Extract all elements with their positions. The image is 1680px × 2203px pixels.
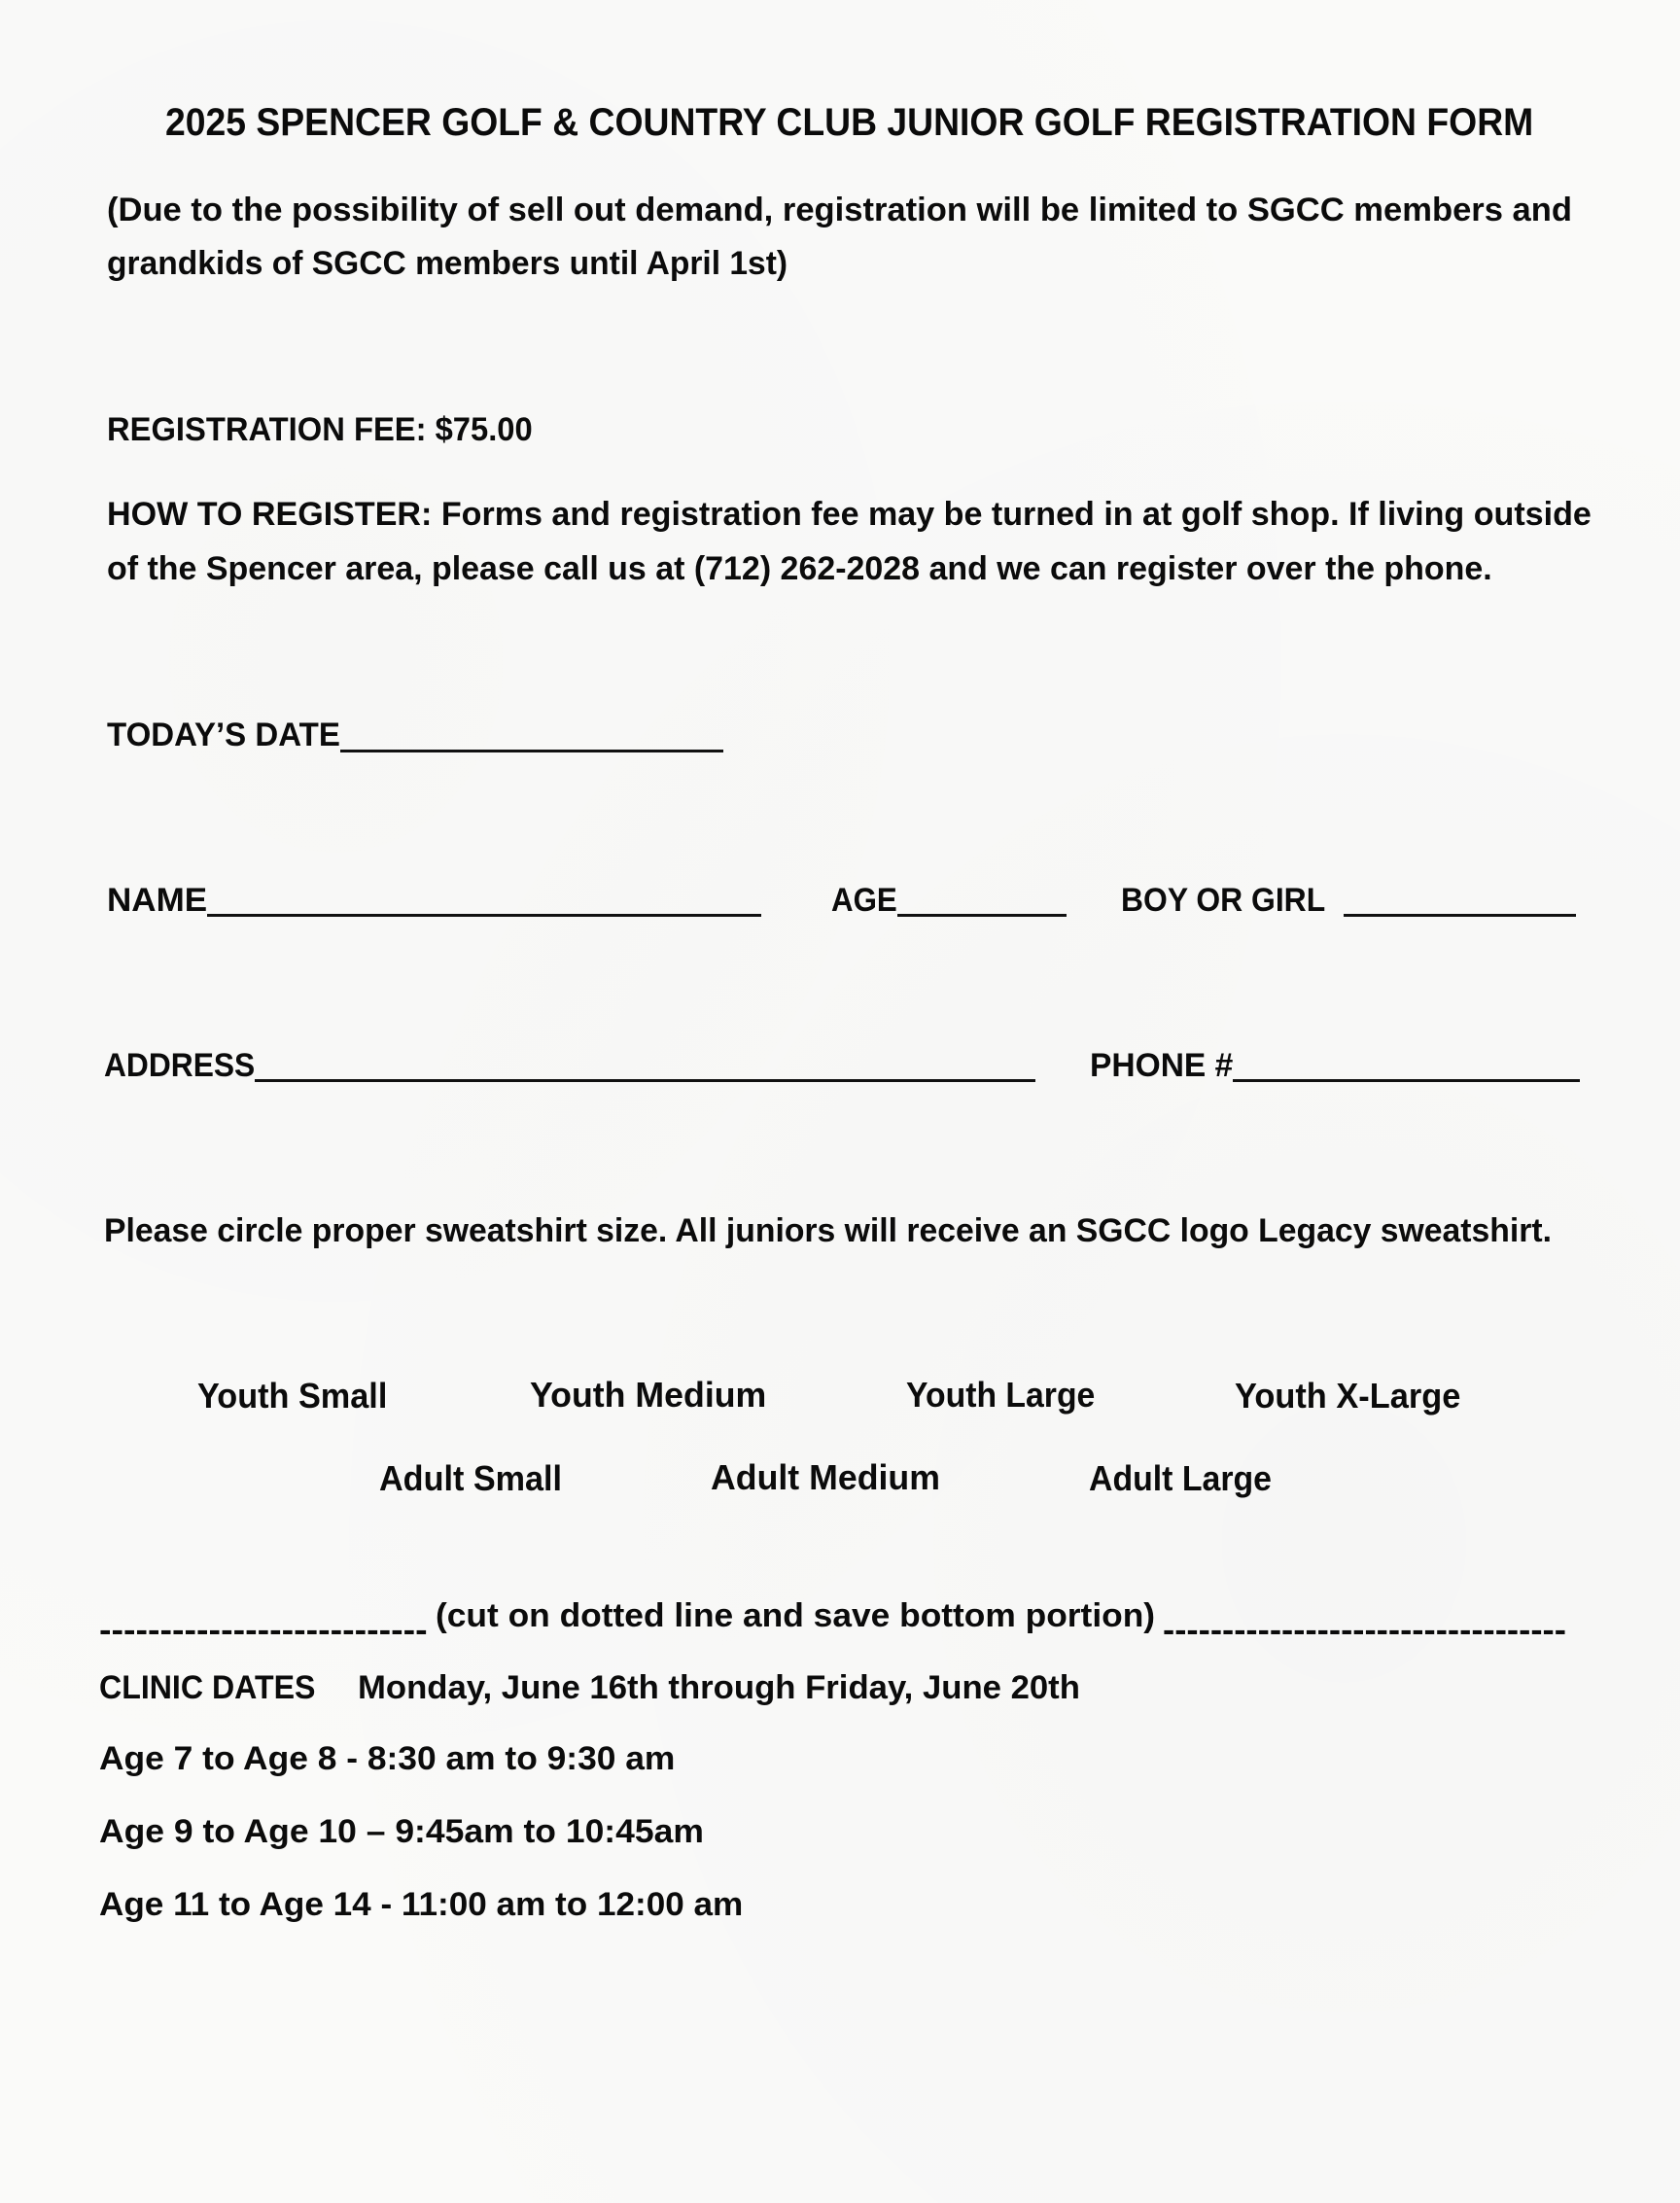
clinic-session: Age 11 to Age 14 - 11:00 am to 12:00 am [99, 1886, 744, 1923]
address-field[interactable] [255, 1079, 1035, 1082]
size-option-youth-small[interactable]: Youth Small [197, 1376, 388, 1416]
size-option-adult-small[interactable]: Adult Small [379, 1458, 563, 1498]
how-to-register-line-2: of the Spencer area, please call us at (712) 262-2028 and we can register over the phone. [107, 550, 1492, 587]
how-to-register-line-1: HOW TO REGISTER: Forms and registration fee may be turned in at golf shop. If living outside [107, 496, 1592, 533]
registration-fee: REGISTRATION FEE: $75.00 [107, 411, 533, 448]
todays-date-field[interactable] [340, 750, 723, 752]
boy-or-girl-label: BOY OR GIRL [1121, 882, 1326, 919]
clinic-dates-label: CLINIC DATES [99, 1669, 316, 1706]
size-option-youth-large[interactable]: Youth Large [906, 1375, 1096, 1415]
notice-line-1: (Due to the possibility of sell out demand, registration will be limited to SGCC members and [107, 192, 1572, 228]
todays-date-label: TODAY’S DATE [107, 717, 340, 753]
phone-field[interactable] [1233, 1079, 1580, 1082]
name-label: NAME [107, 882, 208, 919]
form-title: 2025 SPENCER GOLF & COUNTRY CLUB JUNIOR GOLF REGISTRATION FORM [165, 101, 1534, 144]
clinic-session: Age 7 to Age 8 - 8:30 am to 9:30 am [99, 1740, 676, 1777]
age-label: AGE [831, 882, 897, 919]
size-option-adult-large[interactable]: Adult Large [1089, 1458, 1273, 1498]
size-option-youth-x-large[interactable]: Youth X-Large [1235, 1376, 1461, 1416]
name-field[interactable] [207, 914, 761, 917]
boy-or-girl-field[interactable] [1344, 914, 1576, 917]
sweatshirt-instruction: Please circle proper sweatshirt size. All juniors will receive an SGCC logo Legacy sweatshirt. [104, 1212, 1552, 1249]
address-label: ADDRESS [104, 1047, 256, 1084]
age-field[interactable] [897, 914, 1067, 917]
clinic-dates-value: Monday, June 16th through Friday, June 20th [358, 1669, 1080, 1706]
cut-line-left-dashes: --------------------------- [99, 1612, 428, 1649]
phone-label: PHONE # [1090, 1047, 1234, 1084]
cut-line-right-dashes: ---------------------------------- [1163, 1612, 1566, 1649]
size-option-youth-medium[interactable]: Youth Medium [530, 1375, 767, 1415]
cut-line-instruction: (cut on dotted line and save bottom portion) [436, 1597, 1156, 1634]
notice-line-2: grandkids of SGCC members until April 1st) [107, 245, 788, 282]
size-option-adult-medium[interactable]: Adult Medium [711, 1457, 940, 1497]
clinic-session: Age 9 to Age 10 – 9:45am to 10:45am [99, 1813, 704, 1850]
